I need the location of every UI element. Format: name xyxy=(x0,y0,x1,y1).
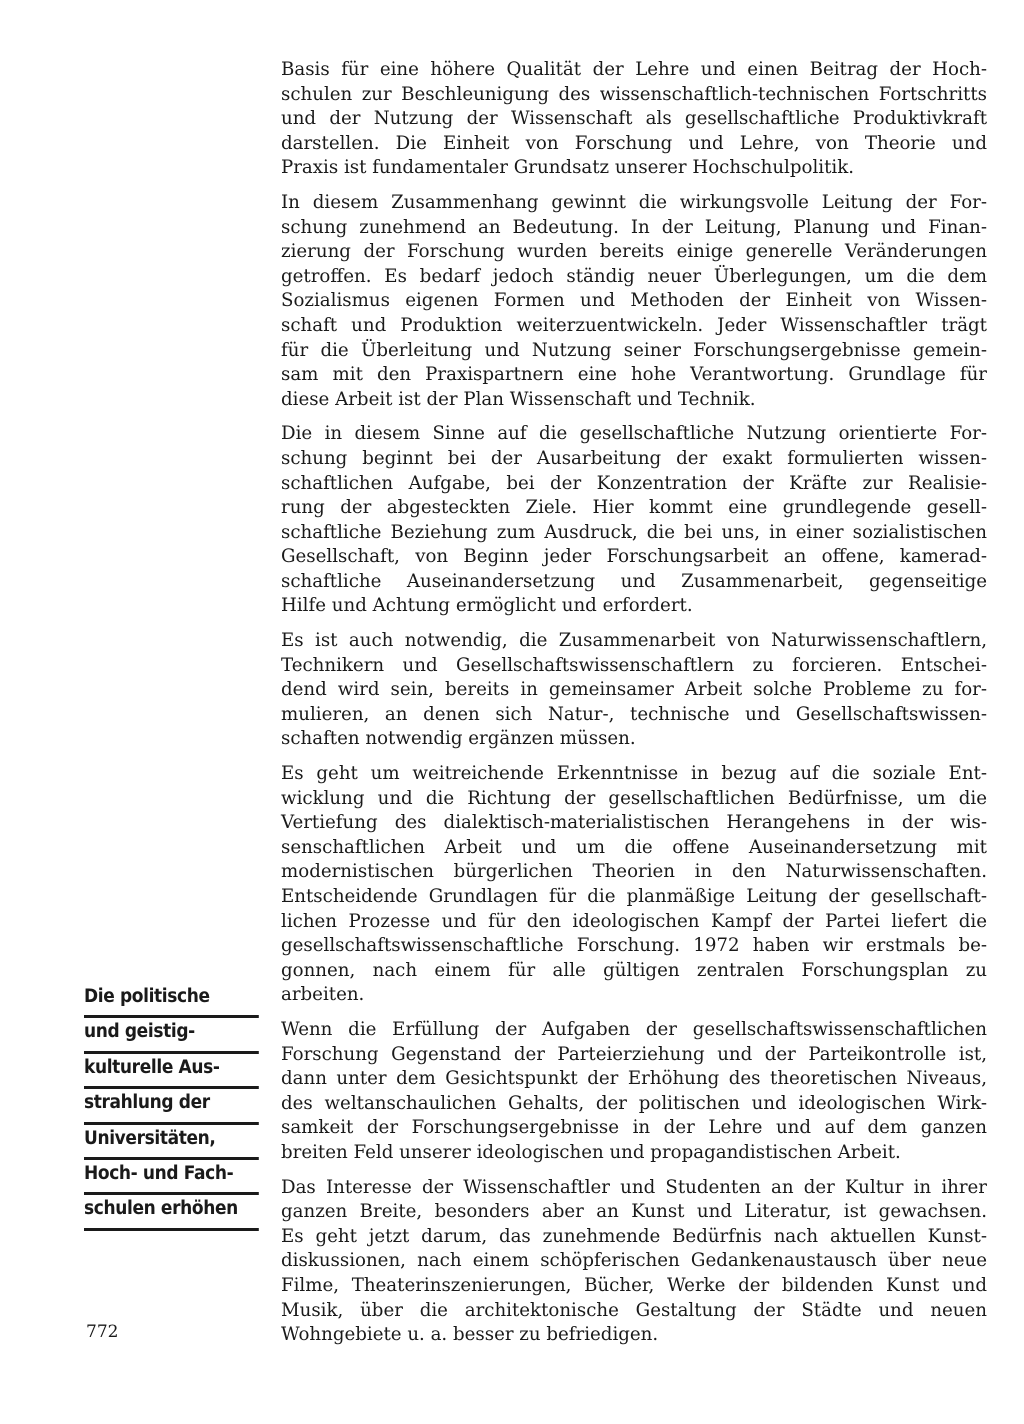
text-line: für die Überleitung und Nutzung seiner Forschungsergebnisse gemein- xyxy=(281,339,987,361)
body-text-column xyxy=(281,58,987,1358)
text-line: wicklung und die Richtung der gesellschaftlichen Bedürfnisse, um die xyxy=(281,787,987,809)
text-line: Musik, über die architektonische Gestaltung der Städte und neuen xyxy=(281,1299,987,1321)
text-line: des weltanschaulichen Gehalts, der politischen und ideologischen Wirk- xyxy=(281,1092,987,1114)
side-heading-line: und geistig- xyxy=(84,1018,259,1053)
text-line: schaften notwendig ergänzen müssen. xyxy=(281,728,636,750)
text-line: schaftliche Beziehung zum Ausdruck, die bei uns, in einer sozialistischen xyxy=(281,521,987,543)
text-line: samkeit der Forschungsergebnisse in der Lehre und auf dem ganzen xyxy=(281,1117,987,1139)
text-line: Forschung Gegenstand der Parteierziehung und der Parteikontrolle ist, xyxy=(281,1043,987,1065)
text-line: ganzen Breite, besonders aber an Kunst und Literatur, ist gewachsen. xyxy=(281,1201,987,1223)
text-line: getroffen. Es bedarf jedoch ständig neuer Überlegungen, um die dem xyxy=(281,265,987,287)
text-line: Die in diesem Sinne auf die gesellschaftliche Nutzung orientierte For- xyxy=(281,423,987,445)
text-line: gesellschaftswissenschaftliche Forschung. 1972 haben wir erstmals be- xyxy=(281,935,987,957)
text-line: und der Nutzung der Wissenschaft als gesellschaftliche Produktivkraft xyxy=(281,108,987,130)
side-heading xyxy=(84,983,246,1231)
side-heading-line: Hoch- und Fach- xyxy=(84,1160,259,1195)
text-line: Es ist auch notwendig, die Zusammenarbeit von Naturwissenschaftlern, xyxy=(281,630,987,652)
text-line: Es geht jetzt darum, das zunehmende Bedürfnis nach aktuellen Kunst- xyxy=(281,1225,987,1247)
paragraph xyxy=(281,1018,987,1166)
side-heading-line: Die politische xyxy=(84,983,259,1018)
text-line: senschaftlichen Arbeit und um die offene Auseinandersetzung mit xyxy=(281,836,987,858)
text-line: schung zunehmend an Bedeutung. In der Leitung, Planung und Finan- xyxy=(281,216,987,238)
text-line: Praxis ist fundamentaler Grundsatz unserer Hochschulpolitik. xyxy=(281,157,855,179)
text-line: In diesem Zusammenhang gewinnt die wirkungsvolle Leitung der For- xyxy=(281,191,987,213)
text-line: Wenn die Erfüllung der Aufgaben der gesellschaftswissenschaftlichen xyxy=(281,1018,987,1040)
paragraph xyxy=(281,58,987,181)
text-line: Basis für eine höhere Qualität der Lehre und einen Beitrag der Hoch- xyxy=(281,59,987,80)
paragraph xyxy=(281,629,987,752)
paragraph xyxy=(281,422,987,619)
text-line: schaftlichen Aufgabe, bei der Konzentration der Kräfte zur Realisie- xyxy=(281,472,987,494)
text-line: Filme, Theaterinszenierungen, Bücher, Werke der bildenden Kunst und xyxy=(281,1274,987,1296)
text-line: rung der abgesteckten Ziele. Hier kommt eine grundlegende gesell- xyxy=(281,497,987,519)
text-line: lichen Prozesse und für den ideologischen Kampf der Partei liefert die xyxy=(281,910,987,932)
text-line: Sozialismus eigenen Formen und Methoden der Einheit von Wissen- xyxy=(281,290,987,312)
text-line: breiten Feld unserer ideologischen und propagandistischen Arbeit. xyxy=(281,1141,901,1163)
paragraph xyxy=(281,191,987,412)
text-line: modernistischen bürgerlichen Theorien in den Naturwissenschaften. xyxy=(281,861,987,883)
text-line: zierung der Forschung wurden bereits einige generelle Veränderungen xyxy=(281,241,987,263)
text-line: Das Interesse der Wissenschaftler und Studenten an der Kultur in ihrer xyxy=(281,1176,987,1198)
text-line: Vertiefung des dialektisch-materialistischen Herangehens in der wis- xyxy=(281,812,987,834)
side-heading-line: strahlung der xyxy=(84,1089,259,1124)
text-line: schung beginnt bei der Ausarbeitung der exakt formulierten wissen- xyxy=(281,447,987,469)
text-line: Entscheidende Grundlagen für die planmäßige Leitung der gesellschaft- xyxy=(281,886,987,907)
text-line: diskussionen, nach einem schöpferischen Gedankenaustausch über neue xyxy=(281,1250,987,1272)
page-number: 772 xyxy=(86,1322,119,1342)
text-line: arbeiten. xyxy=(281,984,365,1006)
text-line: mulieren, an denen sich Natur-, technische und Gesellschaftswissen- xyxy=(281,703,987,725)
side-heading-line: kulturelle Aus- xyxy=(84,1054,259,1089)
text-line: dend wird sein, bereits in gemeinsamer Arbeit solche Probleme zu for- xyxy=(281,679,987,701)
text-line: diese Arbeit ist der Plan Wissenschaft und Technik. xyxy=(281,388,756,410)
text-line: Es geht um weitreichende Erkenntnisse in bezug auf die soziale Ent- xyxy=(281,763,987,785)
text-line: gonnen, nach einem für alle gültigen zentralen Forschungsplan zu xyxy=(281,959,987,981)
text-line: Hilfe und Achtung ermöglicht und erfordert. xyxy=(281,595,693,617)
text-line: schaftliche Auseinandersetzung und Zusammenarbeit, gegenseitige xyxy=(281,570,987,592)
text-line: dann unter dem Gesichtspunkt der Erhöhung des theoretischen Niveaus, xyxy=(281,1068,987,1090)
paragraph xyxy=(281,762,987,1008)
text-line: Technikern und Gesellschaftswissenschaftlern zu forcieren. Entschei- xyxy=(281,654,987,676)
text-line: sam mit den Praxispartnern eine hohe Verantwortung. Grundlage für xyxy=(281,364,987,386)
text-line: Wohngebiete u. a. besser zu befriedigen. xyxy=(281,1324,659,1346)
side-heading-line: Universitäten, xyxy=(84,1125,259,1160)
paragraph xyxy=(281,1176,987,1348)
text-line: Gesellschaft, von Beginn jeder Forschungsarbeit an offene, kamerad- xyxy=(281,546,987,568)
text-line: darstellen. Die Einheit von Forschung und Lehre, von Theorie und xyxy=(281,132,987,154)
text-line: schulen zur Beschleunigung des wissenschaftlich-technischen Fortschritts xyxy=(281,83,987,105)
side-heading-line: schulen erhöhen xyxy=(84,1195,259,1230)
text-line: schaft und Produktion weiterzuentwickeln. Jeder Wissenschaftler trägt xyxy=(281,314,987,336)
